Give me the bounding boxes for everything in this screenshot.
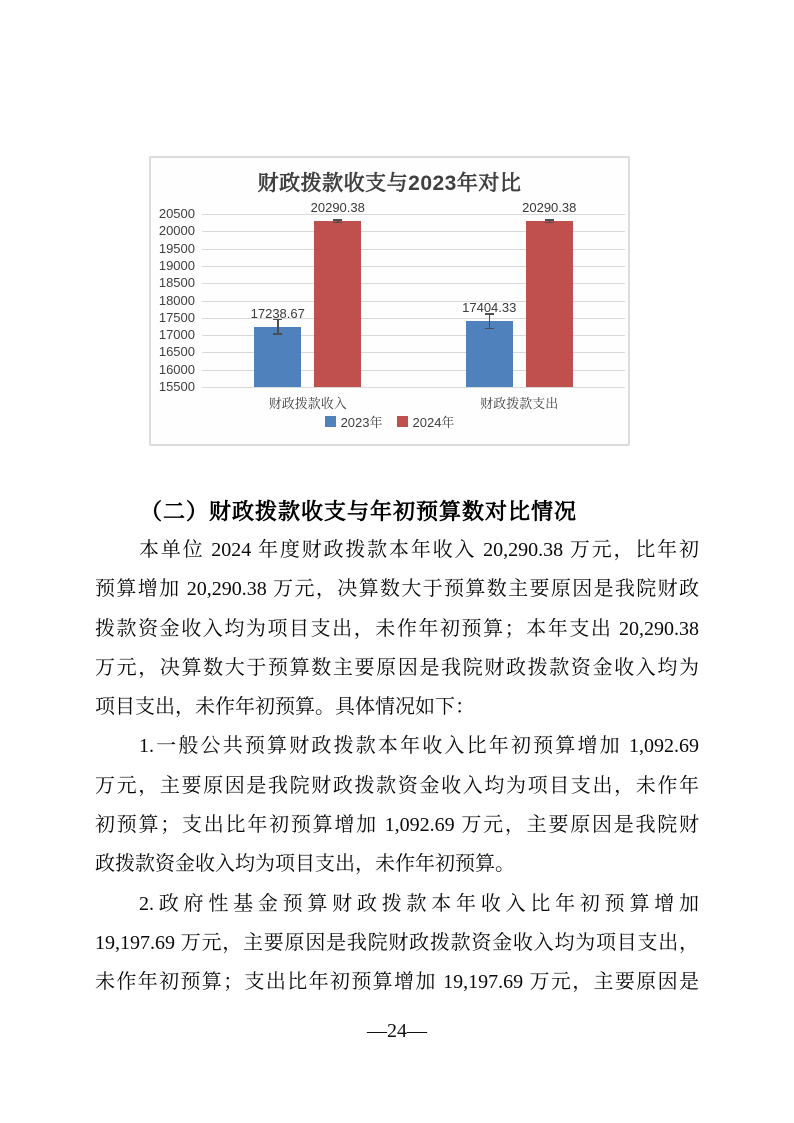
- text-section: [95, 492, 699, 1003]
- text-line: 2.政府性基金预算财政拨款本年收入比年初预算增加: [139, 892, 699, 915]
- data-label: 17404.33: [462, 300, 517, 316]
- chart-title: 财政拨款收支与2023年对比: [257, 172, 522, 195]
- paragraphs: [95, 531, 699, 1003]
- data-label: 17238.67: [250, 305, 305, 321]
- chart-legend: [151, 412, 628, 431]
- legend-label: 2023年: [340, 415, 383, 430]
- text-line: 未作年初预算；支出比年初预算增加 19,197.69 万元，主要原因是: [95, 971, 699, 994]
- y-tick-label: 18500: [158, 275, 195, 291]
- text-line: 万元，主要原因是我院财政拨款资金收入均为项目支出，未作年: [95, 774, 699, 797]
- page-number: —24—: [367, 1020, 427, 1042]
- y-tick-label: 20500: [158, 206, 195, 221]
- text-line: 预算增加 20,290.38 万元，决算数大于预算数主要原因是我院财政: [95, 578, 699, 601]
- legend-item: [325, 412, 383, 431]
- y-tick-label: 18000: [158, 292, 195, 308]
- text-line: 19,197.69 万元，主要原因是我院财政拨款资金收入均为项目支出，: [95, 931, 699, 954]
- category-label: 财政拨款支出: [480, 396, 559, 411]
- text-line: 政拨款资金收入均为项目支出，未作年初预算。: [95, 853, 515, 876]
- y-tick-label: 15500: [158, 379, 195, 394]
- text-line: 初预算；支出比年初预算增加 1,092.69 万元，主要原因是我院财: [95, 814, 699, 837]
- error-bar-cap: [485, 328, 494, 330]
- error-bar-cap: [545, 222, 554, 224]
- bar-2023年-财政拨款收入: [254, 327, 301, 387]
- legend-label: 2024年: [412, 415, 455, 430]
- bar-2023年-财政拨款支出: [466, 321, 513, 387]
- text-line: 本单位 2024 年度财政拨款本年收入 20,290.38 万元，比年初: [139, 539, 699, 561]
- legend-swatch-icon: [325, 416, 336, 427]
- y-tick-label: 16000: [158, 361, 195, 377]
- text-line: 1.一般公共预算财政拨款本年收入比年初预算增加 1,092.69: [139, 735, 699, 758]
- data-label: 20290.38: [522, 200, 577, 216]
- y-tick-label: 17000: [158, 327, 195, 343]
- legend-item: [397, 412, 455, 431]
- error-bar-cap: [333, 219, 342, 221]
- bar-2024年-财政拨款支出: [526, 221, 573, 387]
- y-tick-label: 19000: [158, 257, 195, 273]
- legend-swatch-icon: [397, 416, 408, 427]
- y-tick-label: 19500: [158, 240, 195, 256]
- bar-chart: [149, 156, 630, 446]
- text-line: 万元，决算数大于预算数主要原因是我院财政拨款资金收入均为: [95, 656, 699, 679]
- data-label: 20290.38: [310, 200, 365, 216]
- section-heading: （二）财政拨款收支与年初预算数对比情况: [140, 499, 578, 524]
- error-bar-cap: [273, 333, 282, 335]
- category-label: 财政拨款收入: [268, 396, 347, 411]
- y-tick-label: 16500: [158, 344, 195, 360]
- text-line: 拨款资金收入均为项目支出，未作年初预算；本年支出 20,290.38: [95, 617, 699, 640]
- error-bar-cap: [333, 222, 342, 224]
- gridline: [202, 387, 625, 388]
- text-line: 项目支出，未作年初预算。具体情况如下：: [95, 696, 475, 719]
- bar-2024年-财政拨款收入: [314, 221, 361, 387]
- error-bar-cap: [545, 219, 554, 221]
- y-tick-label: 17500: [158, 309, 195, 325]
- y-tick-label: 20000: [158, 223, 195, 239]
